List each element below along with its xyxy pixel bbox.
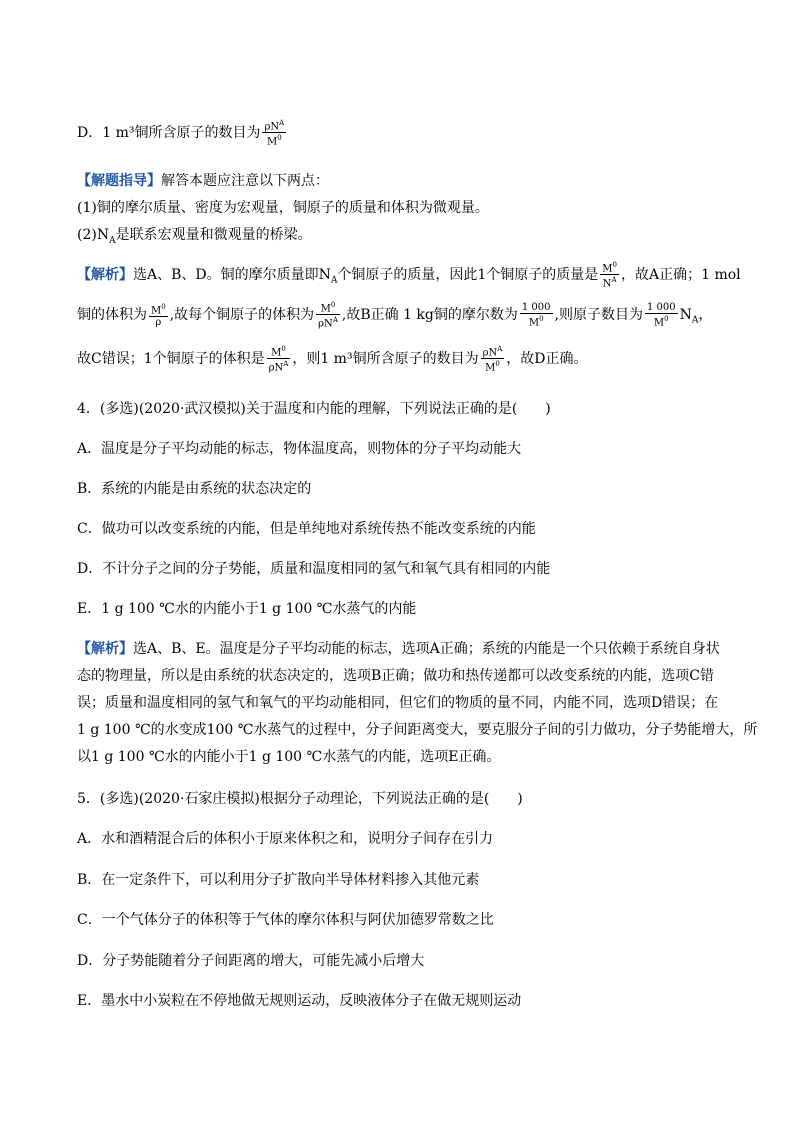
fraction: $\frac{M^0}{N^A}$ xyxy=(602,261,617,290)
question-4-stem: 4．(多选)(2020·武汉模拟)关于温度和内能的理解，下列说法正确的是( ) xyxy=(77,401,551,417)
analysis1-line1: 【解析】选A、B、D。铜的摩尔质量即$N_A$个铜原子的质量，因此1个铜原子的质量是 $\frac{M^0}{N^A}$ ，故A正确；1 mol xyxy=(77,261,741,290)
question-5-option-e: E．墨水中小炭粒在不停地做无规则运动，反映液体分子在做无规则运动 xyxy=(77,993,522,1009)
question-4-option-b: B．系统的内能是由系统的状态决定的 xyxy=(77,481,312,497)
fraction: $\frac{M^0}{\rho N^A}$ xyxy=(268,345,289,374)
question-5-stem: 5．(多选)(2020·石家庄模拟)根据分子动理论，下列说法正确的是( ) xyxy=(77,791,523,807)
question-5-option-a: A．水和酒精混合后的体积小于原来体积之和，说明分子间存在引力 xyxy=(77,831,494,847)
guide-point-1: (1)铜的摩尔质量、密度为宏观量，铜原子的质量和体积为微观量。 xyxy=(77,200,489,216)
question-5-option-b: B．在一定条件下，可以利用分子扩散向半导体材料掺入其他元素 xyxy=(77,872,480,888)
question-4-option-c: C．做功可以改变系统的内能，但是单纯地对系统传热不能改变系统的内能 xyxy=(77,521,536,537)
question-4-option-a: A．温度是分子平均动能的标志，物体温度高，则物体的分子平均动能大 xyxy=(77,441,522,457)
analysis-tag: 【解析】 xyxy=(77,266,133,283)
question-5-option-d: D．分子势能随着分子间距离的增大，可能先减小后增大 xyxy=(77,953,425,969)
fraction: $\frac{1 000}{M^0}$ xyxy=(521,301,551,328)
question-4-option-d: D．不计分子之间的分子势能，质量和温度相同的氢气和氧气具有相同的内能 xyxy=(77,561,551,577)
fraction: $\frac{M^0}{\rho N^A}$ xyxy=(318,301,338,330)
analysis2-line3: 误；质量和温度相同的氢气和氧气的平均动能相同，但它们的物质的量不同，内能不同，选项D错误；在 xyxy=(77,695,719,711)
analysis1-line3: 故C错误；1个铜原子的体积是 $\frac{M^0}{\rho N^A}$ ，则1 m³铜所含原子的数目为 $\frac{\rho N^A}{M^0}$ ，故D正确。 xyxy=(77,345,588,374)
analysis2-line5: 以1 g 100 ℃水的内能小于1 g 100 ℃水蒸气的内能，选项E正确。 xyxy=(77,749,501,765)
fraction: $\frac{M^0}{\rho}$ xyxy=(151,302,166,328)
analysis-tag: 【解析】 xyxy=(77,641,133,657)
analysis2-line4: 1 g 100 ℃的水变成100 ℃水蒸气的过程中，分子间距离变大，要克服分子间的引力做功，分子势能增大，所 xyxy=(77,722,758,738)
fraction: $\frac{\rho N^A}{M^0}$ xyxy=(264,119,285,148)
guide-intro-line: 【解题指导】解答本题应注意以下两点： xyxy=(77,173,329,189)
fraction: $\frac{1 000}{M^0}$ xyxy=(646,301,676,328)
fraction: $\frac{\rho N^A}{M^0}$ xyxy=(482,345,503,374)
guide-point-2: $(2)N_A$是联系宏观量和微观量的桥梁。 xyxy=(77,227,312,246)
question-4-option-e: E．1 g 100 ℃水的内能小于1 g 100 ℃水蒸气的内能 xyxy=(77,601,417,617)
analysis2-line1: 【解析】选A、B、E。温度是分子平均动能的标志，选项A正确；系统的内能是一个只依赖于系统自身状 xyxy=(77,641,720,657)
option-d-line: D．1 m³铜所含原子的数目为 $\frac{\rho N^A}{M^0}$ xyxy=(77,119,285,148)
analysis2-line2: 态的物理量，所以是由系统的状态决定的，选项B正确；做功和热传递都可以改变系统的内能，选项C错 xyxy=(77,668,714,684)
analysis1-line2: 铜的体积为 $\frac{M^0}{\rho}$ ,故每个铜原子的体积为 $\frac{M^0}{\rho N^A}$ ,故B正确 1 kg铜的摩尔数为 $\frac{1 000}{M^0}$ ,则原子数目为 $\frac{1 000}{M^0}$ $N_A$， xyxy=(77,301,713,330)
question-5-option-c: C．一个气体分子的体积等于气体的摩尔体积与阿伏加德罗常数之比 xyxy=(77,912,494,928)
guide-tag: 【解题指导】 xyxy=(77,173,161,189)
